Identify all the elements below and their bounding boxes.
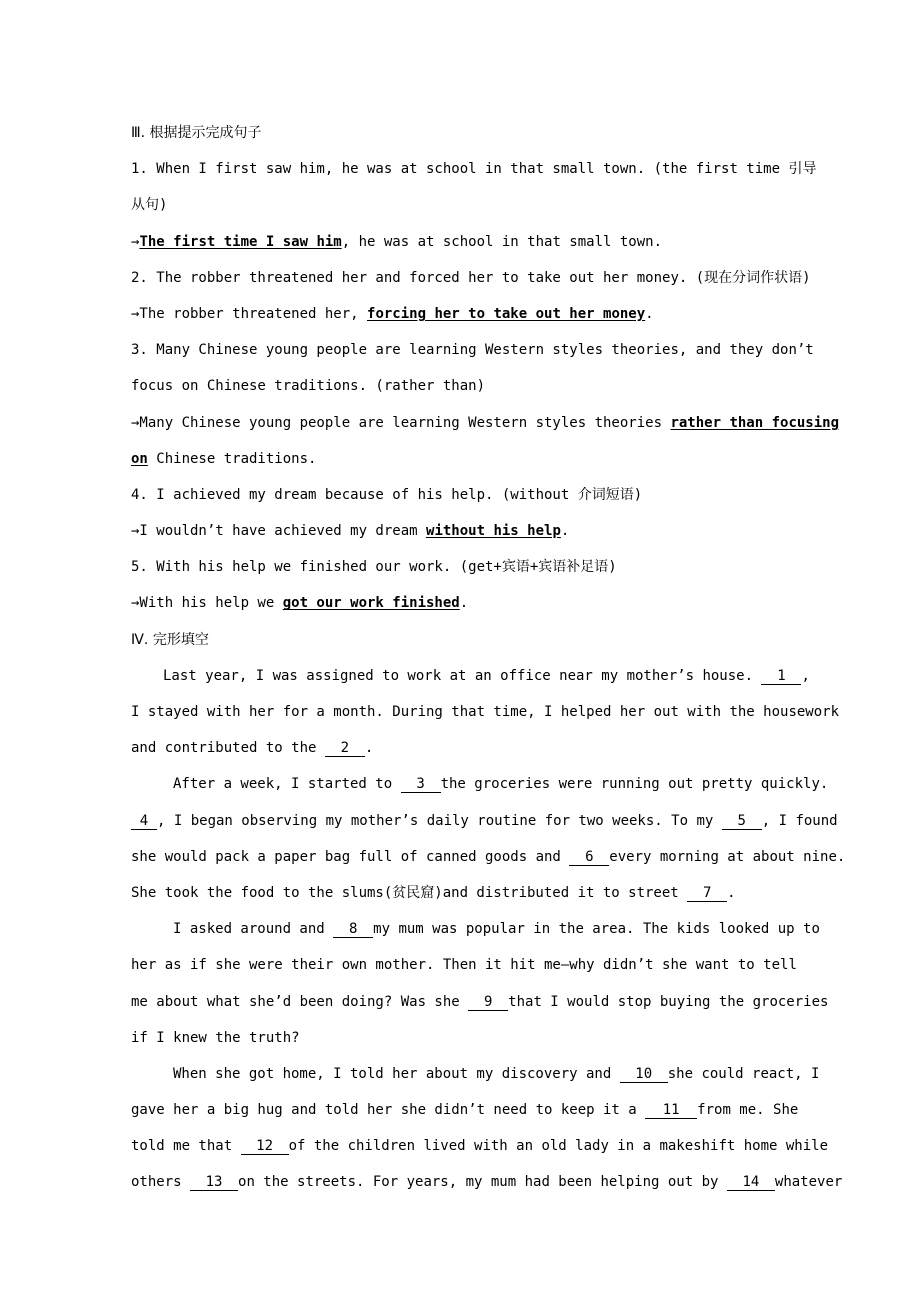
blank-6[interactable]: 6 — [569, 849, 609, 866]
text-run: on the streets. For years, my mum had been helping out by — [238, 1174, 727, 1191]
paragraph-1-line-1 — [131, 658, 810, 694]
section-4-title: Ⅳ. 完形填空 — [131, 631, 209, 648]
answer-suffix: . — [560, 523, 570, 540]
text-run: of the children lived with an old lady in a makeshift home while — [288, 1138, 829, 1155]
question-3-line-2: focus on Chinese traditions. (rather than) — [131, 378, 486, 395]
answer-2 — [131, 296, 791, 332]
paragraph-3-line-1 — [131, 911, 820, 947]
blank-11[interactable]: 11 — [645, 1102, 697, 1119]
question-1-line-2: 从句) — [131, 197, 168, 214]
paragraph-2-line-3 — [131, 839, 846, 875]
answer-prefix: →I wouldn’t have achieved my dream — [131, 523, 427, 540]
answer-prefix: →With his help we — [131, 595, 283, 612]
answer-3-line-1 — [131, 405, 840, 441]
answer-text: without his help — [426, 523, 561, 540]
text-run: , I found — [761, 812, 838, 829]
text-run: every morning at about nine. — [609, 848, 846, 865]
question-3-line-1: 3. Many Chinese young people are learning Western styles theories, and they don’t — [131, 342, 814, 359]
answer-suffix: . — [645, 305, 654, 322]
text-run: When she got home, I told her about my discovery and — [173, 1065, 620, 1082]
paragraph-3-line-2: her as if she were their own mother. Then it hit me—why didn’t she want to tell — [131, 957, 797, 974]
blank-13[interactable]: 13 — [190, 1174, 238, 1191]
answer-prefix: →The robber threatened her, — [131, 305, 368, 322]
text-run: from me. She — [697, 1102, 799, 1119]
answer-suffix: , he was at school in that small town. — [341, 233, 663, 250]
question-2-line-1: 2. The robber threatened her and forced her to take out her money. (现在分词作状语) — [131, 269, 811, 286]
text-run: my mum was popular in the area. The kids looked up to — [373, 921, 820, 938]
answer-text: The first time I saw him — [139, 233, 342, 250]
text-run: told me that — [131, 1138, 241, 1155]
answer-4 — [131, 513, 791, 549]
text-run: she would pack a paper bag full of canned goods and — [131, 848, 570, 865]
paragraph-4-line-2 — [131, 1092, 799, 1128]
answer-text: forcing her to take out her money — [367, 305, 646, 322]
paragraph-4-line-1 — [131, 1056, 820, 1092]
text-run: , — [801, 667, 810, 684]
answer-text: rather than focusing — [670, 414, 840, 431]
text-run: . — [727, 884, 736, 901]
text-run: She took the food to the slums(贫民窟)and distributed it to street — [131, 884, 688, 901]
blank-7[interactable]: 7 — [687, 885, 727, 902]
paragraph-3-line-4: if I knew the truth? — [131, 1029, 300, 1046]
text-run: gave her a big hug and told her she didn’t need to keep it a — [131, 1102, 646, 1119]
document-page — [131, 115, 846, 1201]
question-1-line-1: 1. When I first saw him, he was at school in that small town. (the first time 引导 — [131, 161, 817, 178]
question-5-line-1: 5. With his help we finished our work. (get+宾语+宾语补足语) — [131, 559, 617, 576]
text-run: she could react, I — [667, 1065, 820, 1082]
blank-1[interactable]: 1 — [761, 668, 801, 685]
answer-prefix: →Many Chinese young people are learning Western styles theories — [131, 414, 671, 431]
question-4-line-1: 4. I achieved my dream because of his help. (without 介词短语) — [131, 486, 643, 503]
text-run: , I began observing my mother’s daily routine for two weeks. To my — [157, 812, 722, 829]
section-3-title: Ⅲ. 根据提示完成句子 — [131, 125, 262, 141]
text-run: After a week, I started to — [173, 776, 401, 793]
answer-text: got our work finished — [282, 595, 460, 612]
blank-5[interactable]: 5 — [722, 813, 762, 830]
paragraph-2-line-1 — [131, 766, 829, 802]
text-run: Last year, I was assigned to work at an office near my mother’s house. — [163, 667, 762, 684]
paragraph-4-line-3 — [131, 1128, 829, 1164]
text-run: the groceries were running out pretty quickly. — [440, 776, 829, 793]
text-run: . — [364, 740, 374, 757]
blank-9[interactable]: 9 — [468, 994, 508, 1011]
blank-14[interactable]: 14 — [727, 1174, 775, 1191]
paragraph-2-line-2 — [131, 803, 838, 839]
answer-5 — [131, 585, 791, 621]
blank-3[interactable]: 3 — [401, 776, 441, 793]
text-run: me about what she’d been doing? Was she — [131, 993, 469, 1010]
text-run: and contributed to the — [131, 740, 325, 757]
answer-suffix: . — [459, 595, 469, 612]
paragraph-1-line-2: I stayed with her for a month. During that time, I helped her out with the housework — [131, 704, 840, 720]
text-run: others — [131, 1174, 191, 1191]
answer-3-line-2 — [131, 441, 791, 477]
blank-8[interactable]: 8 — [333, 921, 373, 938]
blank-4[interactable]: 4 — [131, 813, 157, 830]
paragraph-4-line-4 — [131, 1164, 843, 1200]
paragraph-1-line-3 — [131, 730, 791, 766]
text-run: that I would stop buying the groceries — [508, 993, 829, 1010]
paragraph-2-line-4 — [131, 875, 791, 911]
answer-suffix: Chinese traditions. — [147, 450, 317, 467]
text-run: whatever — [774, 1174, 843, 1191]
text-run: I asked around and — [173, 921, 334, 938]
blank-10[interactable]: 10 — [620, 1066, 668, 1083]
blank-2[interactable]: 2 — [325, 740, 365, 757]
answer-1 — [131, 224, 791, 260]
paragraph-3-line-3 — [131, 984, 829, 1020]
blank-12[interactable]: 12 — [241, 1138, 289, 1155]
answer-text-continued: on — [131, 450, 148, 467]
answer-prefix: → — [131, 233, 140, 250]
